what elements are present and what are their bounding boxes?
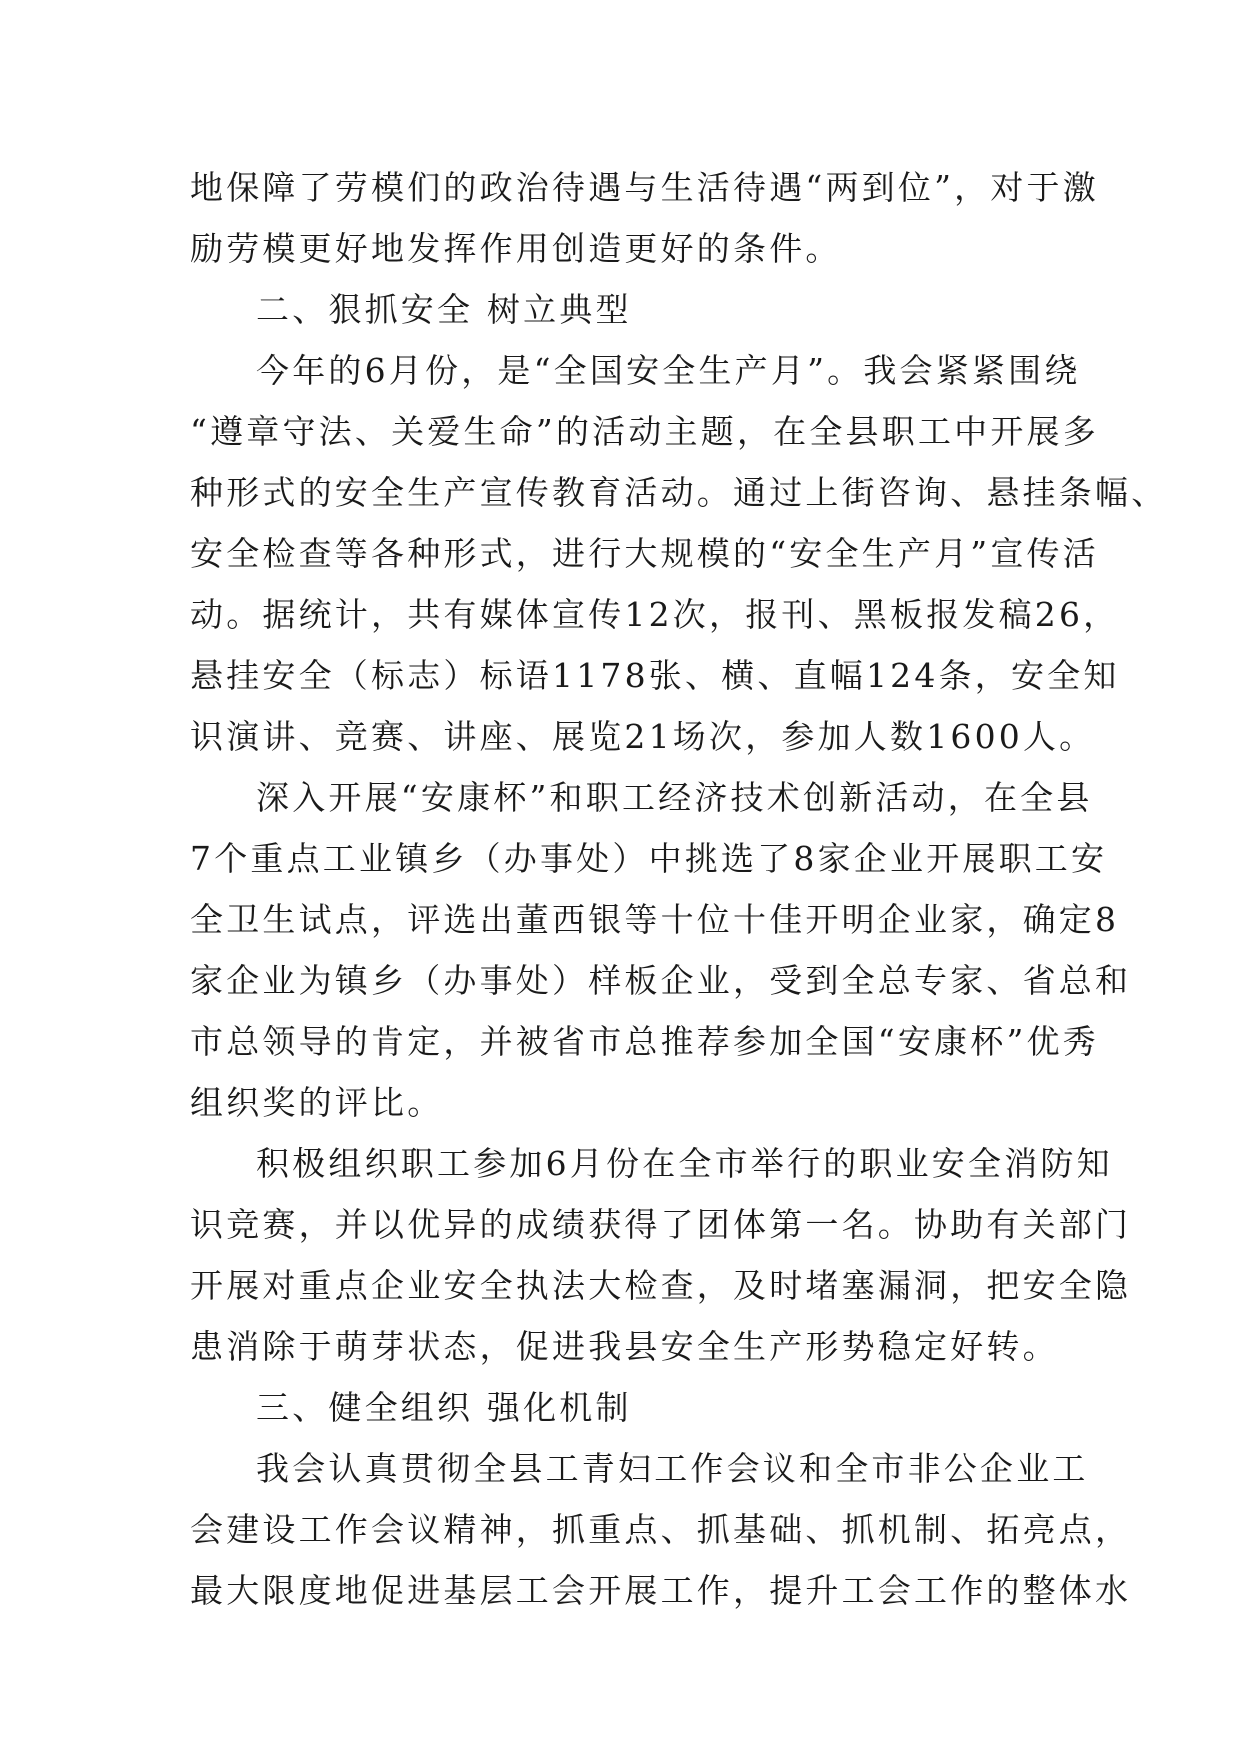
text-line: 动。据统计，共有媒体宣传12次，报刊、黑板报发稿26， (190, 595, 1120, 634)
paragraph-first-line: 积极组织职工参加6月份在全市举行的职业安全消防知 (256, 1144, 1113, 1183)
text-line: 识演讲、竞赛、讲座、展览21场次，参加人数1600人。 (190, 717, 1096, 756)
text-line: 励劳模更好地发挥作用创造更好的条件。 (190, 229, 842, 268)
text-line: 7个重点工业镇乡（办事处）中挑选了8家企业开展职工安 (190, 839, 1108, 878)
text-line: 种形式的安全生产宣传教育活动。通过上街咨询、悬挂条幅、 (190, 473, 1168, 512)
text-line: 安全检查等各种形式，进行大规模的“安全生产月”宣传活 (190, 534, 1099, 573)
paragraph-first-line: 今年的6月份，是“全国安全生产月”。我会紧紧围绕 (256, 351, 1081, 390)
text-line: 开展对重点企业安全执法大检查，及时堵塞漏洞，把安全隐 (190, 1266, 1132, 1305)
text-line: 悬挂安全（标志）标语1178张、横、直幅124条，安全知 (190, 656, 1120, 695)
document-body (190, 157, 1168, 1621)
text-line: 家企业为镇乡（办事处）样板企业，受到全总专家、省总和 (190, 961, 1132, 1000)
text-line: 最大限度地促进基层工会开展工作，提升工会工作的整体水 (190, 1571, 1132, 1610)
text-line: 会建设工作会议精神，抓重点、抓基础、抓机制、拓亮点， (190, 1510, 1132, 1549)
section-heading: 二、狠抓安全 树立典型 (256, 290, 632, 329)
text-line: 全卫生试点，评选出董西银等十位十佳开明企业家，确定8 (190, 900, 1120, 939)
text-line: 市总领导的肯定，并被省市总推荐参加全国“安康杯”优秀 (190, 1022, 1099, 1061)
section-heading: 三、健全组织 强化机制 (256, 1388, 632, 1427)
paragraph-first-line: 我会认真贯彻全县工青妇工作会议和全市非公企业工 (256, 1449, 1089, 1488)
paragraph-first-line: 深入开展“安康杯”和职工经济技术创新活动，在全县 (256, 778, 1093, 817)
text-line: 识竞赛，并以优异的成绩获得了团体第一名。协助有关部门 (190, 1205, 1132, 1244)
text-line: 地保障了劳模们的政治待遇与生活待遇“两到位”，对于激 (190, 168, 1099, 207)
text-line: 组织奖的评比。 (190, 1083, 444, 1122)
text-line: 患消除于萌芽状态，促进我县安全生产形势稳定好转。 (190, 1327, 1059, 1366)
text-line: “遵章守法、关爱生命”的活动主题，在全县职工中开展多 (190, 412, 1099, 451)
